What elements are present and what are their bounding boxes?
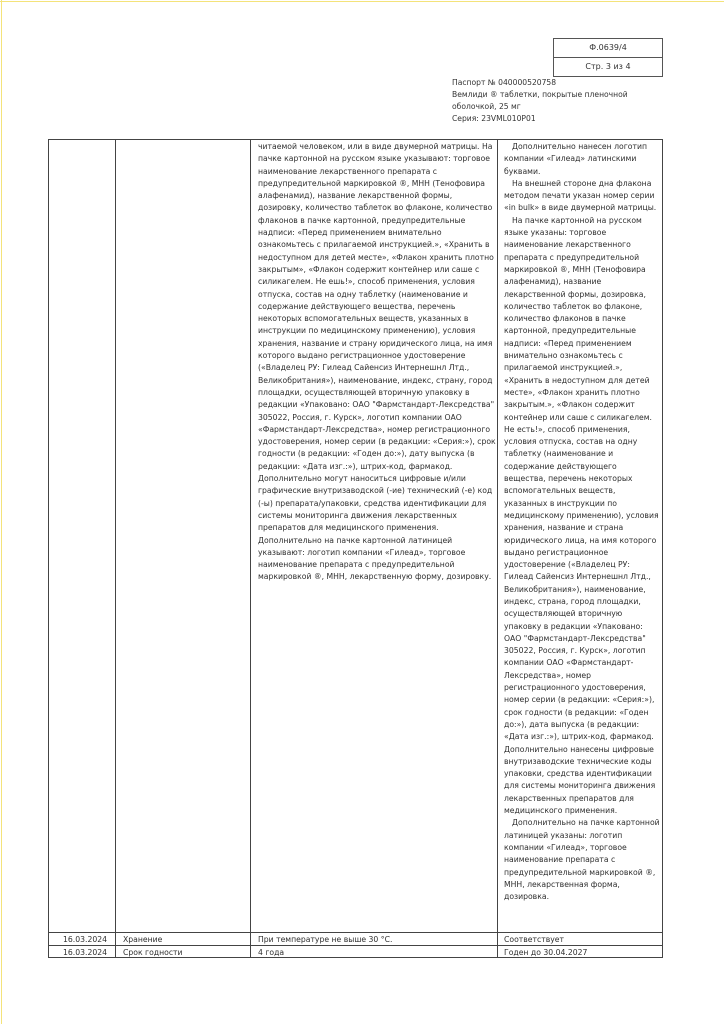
shelf-life-result: Годен до 30.04.2027: [504, 948, 588, 957]
result-paragraph: Дополнительно на пачке картонной латиницей указаны: логотип компании «Гилеад», торговое наименование препарата с предупредительной маркировкой ®, МНН, лекарственная форма, дозировка.: [504, 818, 660, 902]
shelf-life-requirement: 4 года: [258, 948, 285, 957]
product-name-line2: оболочкой, 25 мг: [452, 102, 521, 111]
yellow-edge-left: [1, 0, 2, 1024]
form-code-box: [553, 38, 663, 77]
storage-indicator: Хранение: [123, 935, 163, 944]
product-name-line1: Вемлиди ® таблетки, покрытые пленочной: [452, 90, 628, 99]
series-number: Серия: 23VML010P01: [452, 114, 536, 123]
storage-date: 16.03.2024: [63, 935, 108, 944]
passport-header: [452, 77, 628, 125]
yellow-edge-top: [0, 1, 724, 2]
column-divider: [115, 140, 116, 957]
analysis-table: [48, 139, 663, 958]
requirement-text: читаемой человеком, или в виде двумерной матрицы. На пачке картонной на русском языке указывают: торговое наименование лекарственного препарата с предупредительной маркировкой ®, МНН (Тенофовира алафенамид), название лекарственной формы, дозировку, количество таблеток во флаконе, количество флаконов в пачке картонной, предупредительные надписи: «Перед применением внимательно ознакомьтесь с прилагаемой инструкцией.», «Хранить в недоступном для детей месте», «Флакон хранить плотно закрытым», «Флакон содержит контейнер или саше с силикагелем. Не ешь!», способ применения, условия отпуска, состав на одну таблетку (наименование и содержание действующего вещества, перечень некоторых вспомогательных веществ, указанных в инструкции по медицинскому применению), условия хранения, название и страну юридического лица, на имя которого выдано регистрационное удостоверение («Владелец РУ: Гилеад Сайенсиз Интернешнл Лтд., Великобритания»), наименование, индекс, страну, город площадки, осуществляющей вторичную упаковку в редакции «Упаковано: ОАО "Фармстандарт-Лексредства" 305022, Россия, г. Курск», логотип компании ОАО «Фармстандарт-Лексредства», номер регистрационного удостоверения, номер серии (в редакции: «Серия:»), срок годности (в редакции: «Годен до:»), дату выпуска (в редакции: «Дата изг.:»), штрих-код, фармакод. Дополнительно могут наноситься цифровые и/или графические внутризаводской (-ие) технический (-е) код (-ы) препарата/упаковки, средства идентификации для системы мониторинга движения лекарственных препаратов для медицинского применения. Дополнительно на пачке картонной латиницей указывают: логотип компании «Гилеад», торговое наименование препарата с предупредительной маркировкой ®, МНН, лекарственную форму, дозировку.: [258, 142, 496, 582]
storage-requirement: При температуре не выше 30 °С.: [258, 935, 393, 944]
shelf-life-indicator: Срок годности: [123, 948, 183, 957]
row-divider: [49, 932, 662, 933]
row-divider: [49, 945, 662, 946]
result-paragraph: На внешней стороне дна флакона методом печати указан номер серии «in bulk» в виде двумерной матрицы.: [504, 178, 657, 213]
result-text-cell: [504, 141, 660, 903]
page-number: Стр. 3 из 4: [554, 57, 662, 76]
form-code: Ф.0639/4: [589, 43, 627, 52]
passport-number: Паспорт № 040000520758: [452, 78, 557, 87]
column-divider: [497, 140, 498, 957]
shelf-life-date: 16.03.2024: [63, 948, 108, 957]
result-paragraph: Дополнительно нанесен логотип компании «Гилеад» латинскими буквами.: [504, 142, 647, 176]
requirement-text-cell: [258, 141, 496, 584]
column-divider: [250, 140, 251, 957]
result-paragraph: На пачке картонной на русском языке указаны: торговое наименование лекарственного препарата с предупредительной маркировкой ®, МНН (Тенофовира алафенамид), название лекарственной формы, дозировка, количество таблеток во флаконе, количество флаконов в пачке картонной, предупредительные надписи: «Перед применением внимательно ознакомьтесь с прилагаемой инструкцией.», «Хранить в недоступном для детей месте», «Флакон хранить плотно закрытым.», «Флакон содержит контейнер или саше с силикагелем. Не есть!», способ применения, условия отпуска, состав на одну таблетку (наименование и содержание действующего вещества, перечень некоторых вспомогательных веществ, указанных в инструкции по медицинскому применению), условия хранения, название и страна юридического лица, на имя которого выдано регистрационное удостоверение («Владелец РУ: Гилеад Сайенсиз Интернешнл Лтд., Великобритания»), наименование, индекс, страна, город площадки, осуществляющей вторичную упаковку в редакции «Упаковано: ОАО "Фармстандарт-Лексредства" 305022, Россия, г. Курск», логотип компании ОАО «Фармстандарт-Лексредства», номер регистрационного удостоверения, номер серии (в редакции: «Серия:»), срок годности (в редакции: «Годен до:»), дата выпуска (в редакции: «Дата изг.:»), штрих-код, фармакод. Дополнительно нанесены цифровые внутризаводские технические коды упаковки, средства идентификации для системы мониторинга движения лекарственных препаратов для медицинского применения.: [504, 215, 659, 816]
storage-result: Соответствует: [504, 935, 564, 944]
